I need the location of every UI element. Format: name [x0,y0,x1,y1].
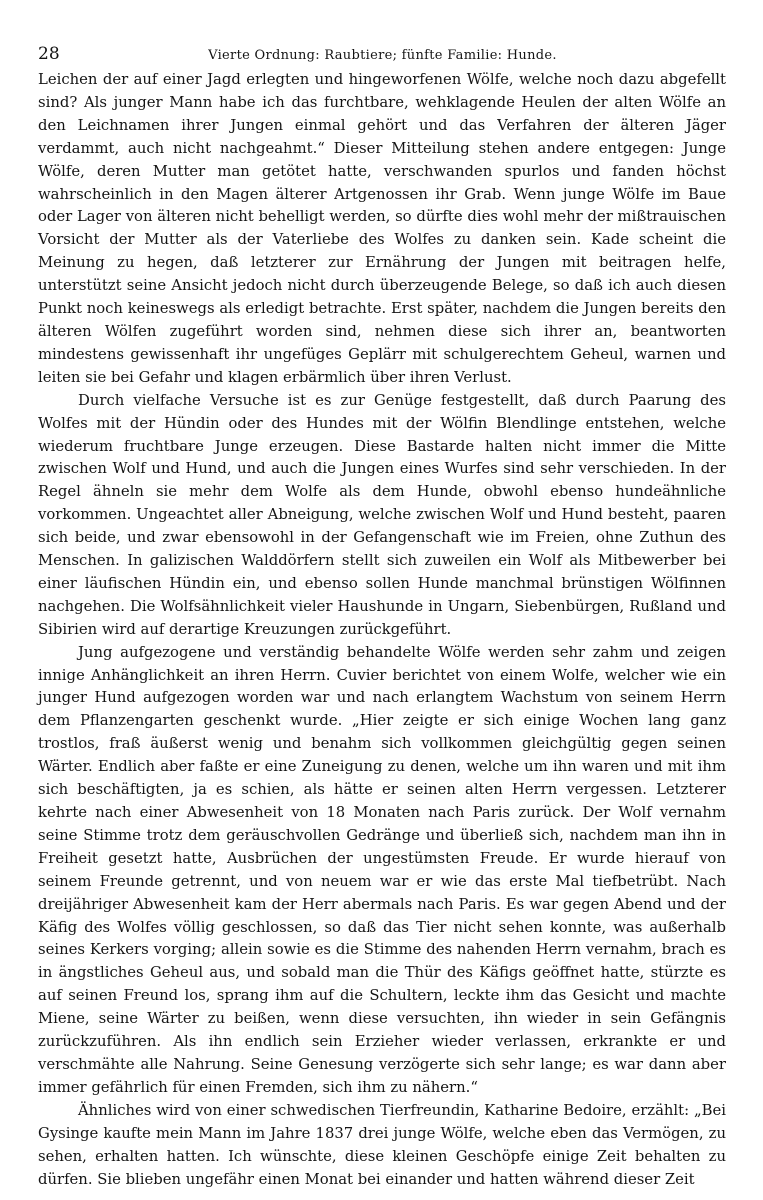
running-head: Vierte Ordnung: Raubtiere; fünfte Familie: Hunde. [208,48,557,63]
page-number: 28 [38,44,60,64]
paragraph-tame-wolves: Jung aufgezogene und verständig behandelte Wölfe werden sehr zahm und zeigen innige Anhänglichkeit an ihren Herrn. Cuvier berichtet von einem Wolfe, welcher wie ein junger Hund aufgezogen worden war und nach erlangtem Wachstum von seinem Herrn dem Pflanzengarten geschenkt wurde. „Hier zeigte er sich einige Wochen lang ganz trostlos, fraß äußerst wenig und benahm sich vollkommen gleichgültig gegen seinen Wärter. Endlich aber faßte er eine Zuneigung zu denen, welche um ihn waren und mit ihm sich beschäftigten, ja es schien, als hätte er seinen alten Herrn vergessen. Letzterer kehrte nach einer Abwesenheit von 18 Monaten nach Paris zurück. Der Wolf vernahm seine Stimme trotz dem geräuschvollen Gedränge und überließ sich, nachdem man ihn in Freiheit gesetzt hatte, Ausbrüchen der ungestümsten Freude. Er wurde hierauf von seinem Freunde getrennt, und von neuem war er wie das erste Mal tiefbetrübt. Nach dreijähriger Abwesenheit kam der Herr abermals nach Paris. Es war gegen Abend und der Käfig des Wolfes völlig geschlossen, so daß das Tier nicht sehen konnte, was außerhalb seines Kerkers vorging; allein sowie es die Stimme des nahenden Herrn vernahm, brach es in ängstliches Geheul aus, und sobald man die Thür des Käfigs geöffnet hatte, stürzte es auf seinen Freund los, sprang ihm auf die Schultern, leckte ihm das Gesicht und machte Miene, seine Wärter zu beißen, wenn diese versuchten, ihn wieder in sein Gefängnis zurückzuführen. Als ihn endlich sein Erzieher wieder verlassen, erkrankte er und verschmähte alle Nahrung. Seine Genesung verzögerte sich sehr lange; es war dann aber immer gefährlich für einen Fremden, sich ihm zu nähern.“ [38,643,726,1096]
body-text [38,69,726,1191]
paragraph-hybrids: Durch vielfache Versuche ist es zur Genüge festgestellt, daß durch Paarung des Wolfes mit der Hündin oder des Hundes mit der Wölfin Blendlinge entstehen, welche wiederum fruchtbare Junge erzeugen. Diese Bastarde halten nicht immer die Mitte zwischen Wolf und Hund, und auch die Jungen eines Wurfes sind sehr verschieden. In der Regel ähneln sie mehr dem Wolfe als dem Hunde, obwohl ebenso hundeähnliche vorkommen. Ungeachtet aller Abneigung, welche zwischen Wolf und Hund besteht, paaren sich beide, und zwar ebensowohl in der Gefangenschaft wie im Freien, ohne Zuthun des Menschen. In galizischen Walddörfern stellt sich zuweilen ein Wolf als Mitbewerber bei einer läufischen Hündin ein, und ebenso sollen Hunde manchmal brünstigen Wölfinnen nachgehen. Die Wolfsähnlichkeit vieler Haushunde in Ungarn, Siebenbürgen, Rußland und Sibirien wird auf derartige Kreuzungen zurückgeführt. [38,391,726,638]
paragraph-bedoire: Ähnliches wird von einer schwedischen Tierfreundin, Katharine Bedoire, erzählt: „Bei Gysinge kaufte mein Mann im Jahre 1837 drei junge Wölfe, welche eben das Vermögen, zu sehen, erhalten hatten. Ich wünschte, diese kleinen Geschöpfe einige Zeit behalten zu dürfen. Sie blieben ungefähr einen Monat bei einander und hatten während dieser Zeit [38,1101,726,1188]
page-header [38,44,727,66]
paragraph-continuation: Leichen der auf einer Jagd erlegten und hingeworfenen Wölfe, welche noch dazu abgefellt sind? Als junger Mann habe ich das furchtbare, wehklagende Heulen der alten Wölfe an den Leichnamen ihrer Jungen einmal gehört und das Verfahren der älteren Jäger verdammt, auch nicht nachgeahmt.“ Dieser Mitteilung stehen andere entgegen: Junge Wölfe, deren Mutter man getötet hatte, verschwanden spurlos und fanden höchst wahrscheinlich in den Magen älterer Artgenossen ihr Grab. Wenn junge Wölfe im Baue oder Lager von älteren nicht behelligt werden, so dürfte dies wohl mehr der mißtrauischen Vorsicht der Mutter als der Vaterliebe des Wolfes zu danken sein. Kade scheint die Meinung zu hegen, daß letzterer zur Ernährung der Jungen mit beitragen helfe, unterstützt seine Ansicht jedoch nicht durch überzeugende Belege, so daß ich auch diesen Punkt noch keineswegs als erledigt betrachte. Erst später, nachdem die Jungen bereits den älteren Wölfen zugeführt worden sind, nehmen diese sich ihrer an, beantworten mindestens gewissenhaft ihr ungefüges Geplärr mit schulgerechtem Geheul, warnen und leiten sie bei Gefahr und klagen erbärmlich über ihren Verlust. [38,71,726,386]
